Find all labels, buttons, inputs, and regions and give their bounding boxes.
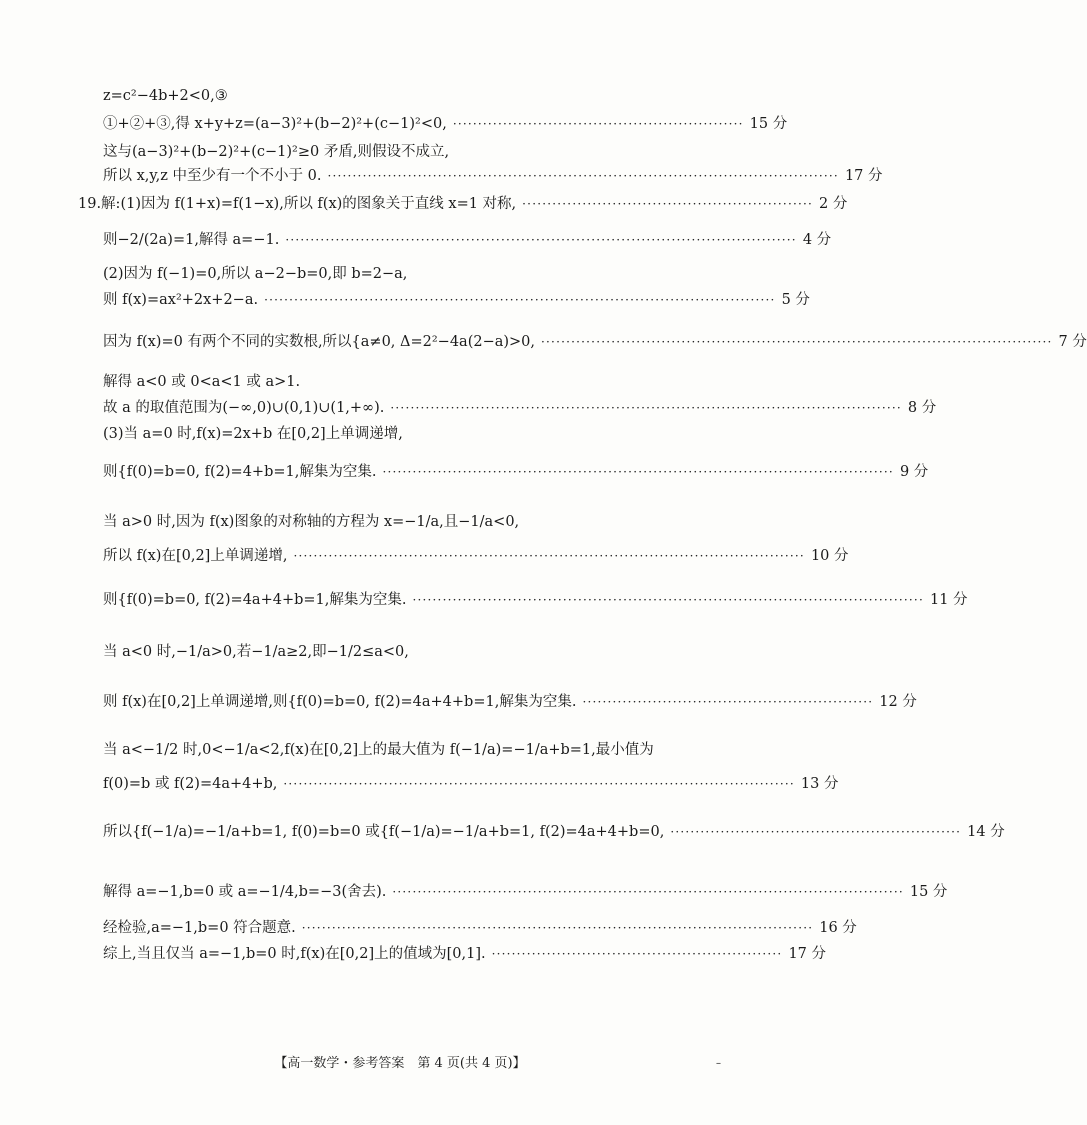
line-score: 15 分	[749, 116, 788, 132]
line-text: 解得 a<0 或 0<a<1 或 a>1.	[103, 374, 301, 390]
leader-dots: ······································································································	[264, 293, 776, 307]
solution-line	[78, 194, 848, 214]
solution-line	[103, 740, 723, 760]
page-footer: 【高一数学・参考答案 第 4 页(共 4 页)】	[274, 1056, 526, 1071]
line-score: 8 分	[907, 400, 937, 416]
leader-dots: ······································································································	[301, 921, 814, 935]
line-score: 15 分	[909, 884, 948, 900]
line-text: 则 f(x)在[0,2]上单调递增,则{f(0)=b=0, f(2)=4a+4+b=1,解集为空集.	[103, 694, 577, 710]
solution-line	[103, 290, 810, 310]
line-text: 19.解:(1)因为 f(1+x)=f(1−x),所以 f(x)的图象关于直线 x=1 对称,	[78, 196, 517, 212]
line-score: 5 分	[781, 292, 810, 308]
solution-line	[103, 822, 1005, 842]
line-text: 所以{f(−1/a)=−1/a+b=1, f(0)=b=0 或{f(−1/a)=−1/a+b=1, f(2)=4a+4+b=0,	[103, 824, 665, 840]
line-text: 所以 f(x)在[0,2]上单调递增,	[103, 548, 288, 564]
line-text: 经检验,a=−1,b=0 符合题意.	[103, 920, 296, 936]
leader-dots: ······································································································	[293, 549, 805, 563]
line-score: 7 分	[1058, 334, 1087, 350]
line-text: 则{f(0)=b=0, f(2)=4+b=1,解集为空集.	[103, 464, 377, 480]
line-text: (2)因为 f(−1)=0,所以 a−2−b=0,即 b=2−a,	[103, 266, 408, 282]
leader-dots: ······································································································	[390, 401, 902, 415]
line-text: 这与(a−3)²+(b−2)²+(c−1)²≥0 矛盾,则假设不成立,	[103, 144, 450, 160]
line-text: 当 a<−1/2 时,0<−1/a<2,f(x)在[0,2]上的最大值为 f(−1/a)=−1/a+b=1,最小值为	[103, 742, 654, 758]
line-score: 17 分	[844, 168, 883, 184]
solution-line	[103, 332, 1087, 352]
solution-line	[103, 918, 857, 938]
line-text: 则{f(0)=b=0, f(2)=4a+4+b=1,解集为空集.	[103, 592, 407, 608]
solution-line	[103, 462, 929, 482]
line-score: 2 分	[819, 196, 848, 212]
leader-dots: ······································································································	[412, 593, 924, 607]
leader-dots: ··························································	[452, 117, 744, 131]
line-score: 10 分	[810, 548, 849, 564]
line-text: ①+②+③,得 x+y+z=(a−3)²+(b−2)²+(c−1)²<0,	[103, 116, 447, 132]
solution-line	[103, 944, 826, 964]
line-score: 9 分	[899, 464, 929, 480]
leader-dots: ······································································································	[327, 169, 839, 183]
solution-line	[103, 512, 723, 532]
line-text: 解得 a=−1,b=0 或 a=−1/4,b=−3(舍去).	[103, 884, 387, 900]
solution-line	[103, 882, 948, 902]
line-score: 13 分	[800, 776, 839, 792]
solution-line	[103, 230, 832, 250]
line-text: 故 a 的取值范围为(−∞,0)∪(0,1)∪(1,+∞).	[103, 400, 385, 416]
solution-line	[103, 590, 968, 610]
solution-line	[103, 166, 883, 186]
leader-dots: ··························································	[582, 695, 874, 709]
line-text: f(0)=b 或 f(2)=4a+4+b,	[103, 776, 278, 792]
solution-line	[103, 642, 723, 662]
leader-dots: ······································································································	[283, 777, 795, 791]
leader-dots: ······································································································	[392, 885, 904, 899]
leader-dots: ······································································································	[541, 335, 1053, 349]
solution-line	[103, 424, 723, 444]
leader-dots: ······································································································	[382, 465, 894, 479]
corner-mark: –	[716, 1058, 721, 1069]
solution-line	[103, 692, 917, 712]
line-score: 14 分	[967, 824, 1005, 840]
line-text: 综上,当且仅当 a=−1,b=0 时,f(x)在[0,2]上的值域为[0,1].	[103, 946, 486, 962]
solution-line	[103, 142, 723, 162]
solution-line	[103, 114, 788, 134]
line-text: 则 f(x)=ax²+2x+2−a.	[103, 292, 259, 308]
leader-dots: ······································································································	[285, 233, 797, 247]
solution-line	[103, 86, 723, 106]
line-score: 16 分	[819, 920, 857, 936]
leader-dots: ··························································	[670, 825, 962, 839]
leader-dots: ··························································	[522, 197, 814, 211]
solution-line	[103, 398, 937, 418]
line-text: z=c²−4b+2<0,③	[103, 88, 228, 104]
solution-line	[103, 774, 839, 794]
line-score: 12 分	[879, 694, 917, 710]
line-text: 所以 x,y,z 中至少有一个不小于 0.	[103, 168, 322, 184]
solution-line	[103, 546, 849, 566]
line-text: 因为 f(x)=0 有两个不同的实数根,所以{a≠0, Δ=2²−4a(2−a)>0,	[103, 334, 536, 350]
line-text: 当 a<0 时,−1/a>0,若−1/a≥2,即−1/2≤a<0,	[103, 644, 409, 660]
solution-line	[103, 264, 723, 284]
line-score: 11 分	[929, 592, 968, 608]
line-score: 17 分	[788, 946, 826, 962]
leader-dots: ··························································	[491, 947, 783, 961]
solution-line	[103, 372, 723, 392]
line-text: 则−2/(2a)=1,解得 a=−1.	[103, 232, 280, 248]
line-text: 当 a>0 时,因为 f(x)图象的对称轴的方程为 x=−1/a,且−1/a<0,	[103, 514, 520, 530]
line-score: 4 分	[802, 232, 832, 248]
line-text: (3)当 a=0 时,f(x)=2x+b 在[0,2]上单调递增,	[103, 426, 403, 442]
